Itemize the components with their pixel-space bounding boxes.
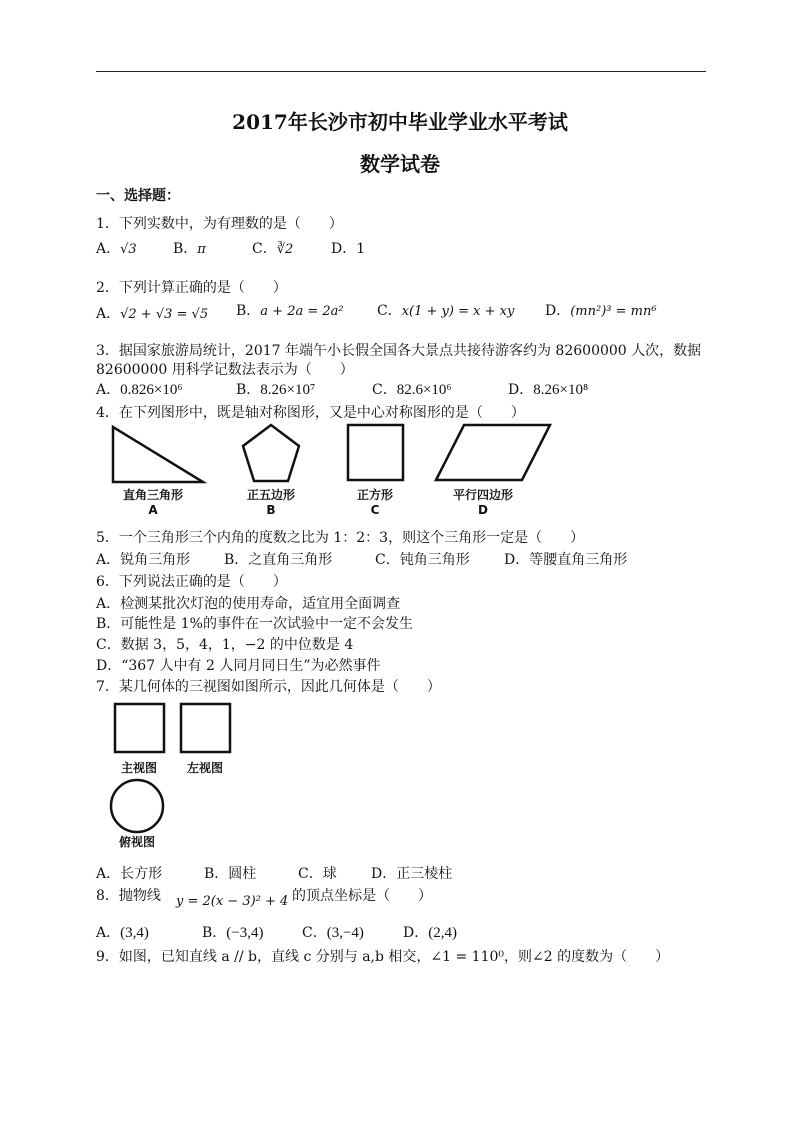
left-view-label: 左视图 bbox=[186, 761, 223, 775]
q1-option-c: C．∛2 bbox=[252, 241, 294, 257]
front-view-square bbox=[115, 704, 164, 752]
figure-b-caption: 正五边形 B bbox=[246, 488, 295, 517]
exam-subtitle: 数学试卷 bbox=[360, 152, 440, 176]
front-view-label: 主视图 bbox=[120, 761, 157, 775]
q5-option-a: A．锐角三角形 bbox=[96, 552, 191, 568]
q8-equation: y = 2(x − 3)² + 4 bbox=[176, 894, 289, 909]
section-heading: 一、选择题： bbox=[96, 188, 180, 204]
q4-stem: 4．在下列图形中，既是轴对称图形，又是中心对称图形的是（ ） bbox=[96, 405, 525, 421]
parallelogram-figure bbox=[436, 425, 550, 480]
q2-option-c: C．x(1 + y) = x + xy bbox=[377, 303, 515, 319]
q8-stem: 8．抛物线 bbox=[96, 888, 161, 904]
q2-option-b: B．a + 2a = 2a² bbox=[236, 303, 344, 319]
q3-stem-line2: 82600000 用科学记数法表示为（ ） bbox=[96, 362, 354, 378]
q6-option-a: A．检测某批次灯泡的使用寿命，适宜用全面调查 bbox=[96, 596, 401, 612]
q5-option-d: D．等腰直角三角形 bbox=[504, 552, 628, 568]
q2-option-a: A．√2 + √3 = √5 bbox=[96, 306, 209, 322]
q3-option-d: D．8.26×10⁸ bbox=[508, 382, 589, 398]
q2-option-d: D．(mn²)³ = mn⁶ bbox=[545, 303, 657, 319]
q8-option-d: D．(2,4) bbox=[403, 925, 457, 941]
q3-stem-line1: 3．据国家旅游局统计，2017 年端午小长假全国各大景点共接待游客约为 82600000 人次，数据 bbox=[96, 343, 702, 359]
q5-option-b: B．之直角三角形 bbox=[224, 552, 333, 568]
top-view-label: 俯视图 bbox=[118, 835, 155, 849]
q8-option-c: C．(3,−4) bbox=[302, 925, 364, 941]
figure-a-caption: 直角三角形 A bbox=[122, 488, 183, 517]
regular-pentagon-figure bbox=[243, 425, 299, 481]
q6-option-d: D．“367 人中有 2 人同月同日生”为必然事件 bbox=[96, 658, 381, 674]
q1-stem: 1．下列实数中，为有理数的是（ ） bbox=[96, 216, 343, 232]
q6-stem: 6．下列说法正确的是（ ） bbox=[96, 574, 287, 590]
q5-stem: 5．一个三角形三个内角的度数之比为 1：2：3，则这个三角形一定是（ ） bbox=[96, 530, 585, 546]
q8-stem-tail: 的顶点坐标是（ ） bbox=[292, 888, 432, 904]
figure-d-caption: 平行四边形 D bbox=[452, 488, 513, 517]
q9-stem: 9．如图，已知直线 a // b，直线 c 分别与 a,b 相交，∠1 = 110⁰，则∠2 的度数为（ ） bbox=[96, 949, 670, 965]
q5-option-c: C．钝角三角形 bbox=[375, 552, 470, 568]
q1-option-b: B．π bbox=[173, 241, 206, 257]
top-view-circle bbox=[111, 780, 163, 832]
q2-stem: 2．下列计算正确的是（ ） bbox=[96, 280, 287, 296]
q6-option-b: B．可能性是 1%的事件在一次试验中一定不会发生 bbox=[96, 616, 413, 632]
q1-option-d: D．1 bbox=[331, 241, 366, 257]
q7-option-b: B．圆柱 bbox=[204, 866, 257, 882]
q6-option-c: C．数据 3，5，4，1，−2 的中位数是 4 bbox=[96, 637, 354, 653]
square-figure bbox=[348, 425, 403, 480]
q8-option-a: A．(3,4) bbox=[96, 925, 149, 941]
q7-option-c: C．球 bbox=[298, 866, 337, 882]
figure-c-caption: 正方形 C bbox=[356, 488, 393, 517]
q7-option-d: D．正三棱柱 bbox=[371, 866, 453, 882]
q3-option-a: A．0.826×10⁶ bbox=[96, 382, 183, 398]
q7-stem: 7．某几何体的三视图如图所示，因此几何体是（ ） bbox=[96, 679, 441, 695]
q3-option-c: C．82.6×10⁶ bbox=[372, 382, 452, 398]
q3-option-b: B．8.26×10⁷ bbox=[236, 382, 316, 398]
exam-title: 2017年长沙市初中毕业学业水平考试 bbox=[232, 110, 568, 134]
q8-option-b: B．(−3,4) bbox=[202, 925, 264, 941]
left-view-square bbox=[181, 704, 230, 752]
q1-option-a: A．√3 bbox=[96, 241, 137, 257]
top-rule bbox=[96, 71, 706, 72]
q7-option-a: A．长方形 bbox=[96, 866, 163, 882]
right-triangle-figure bbox=[113, 427, 203, 482]
